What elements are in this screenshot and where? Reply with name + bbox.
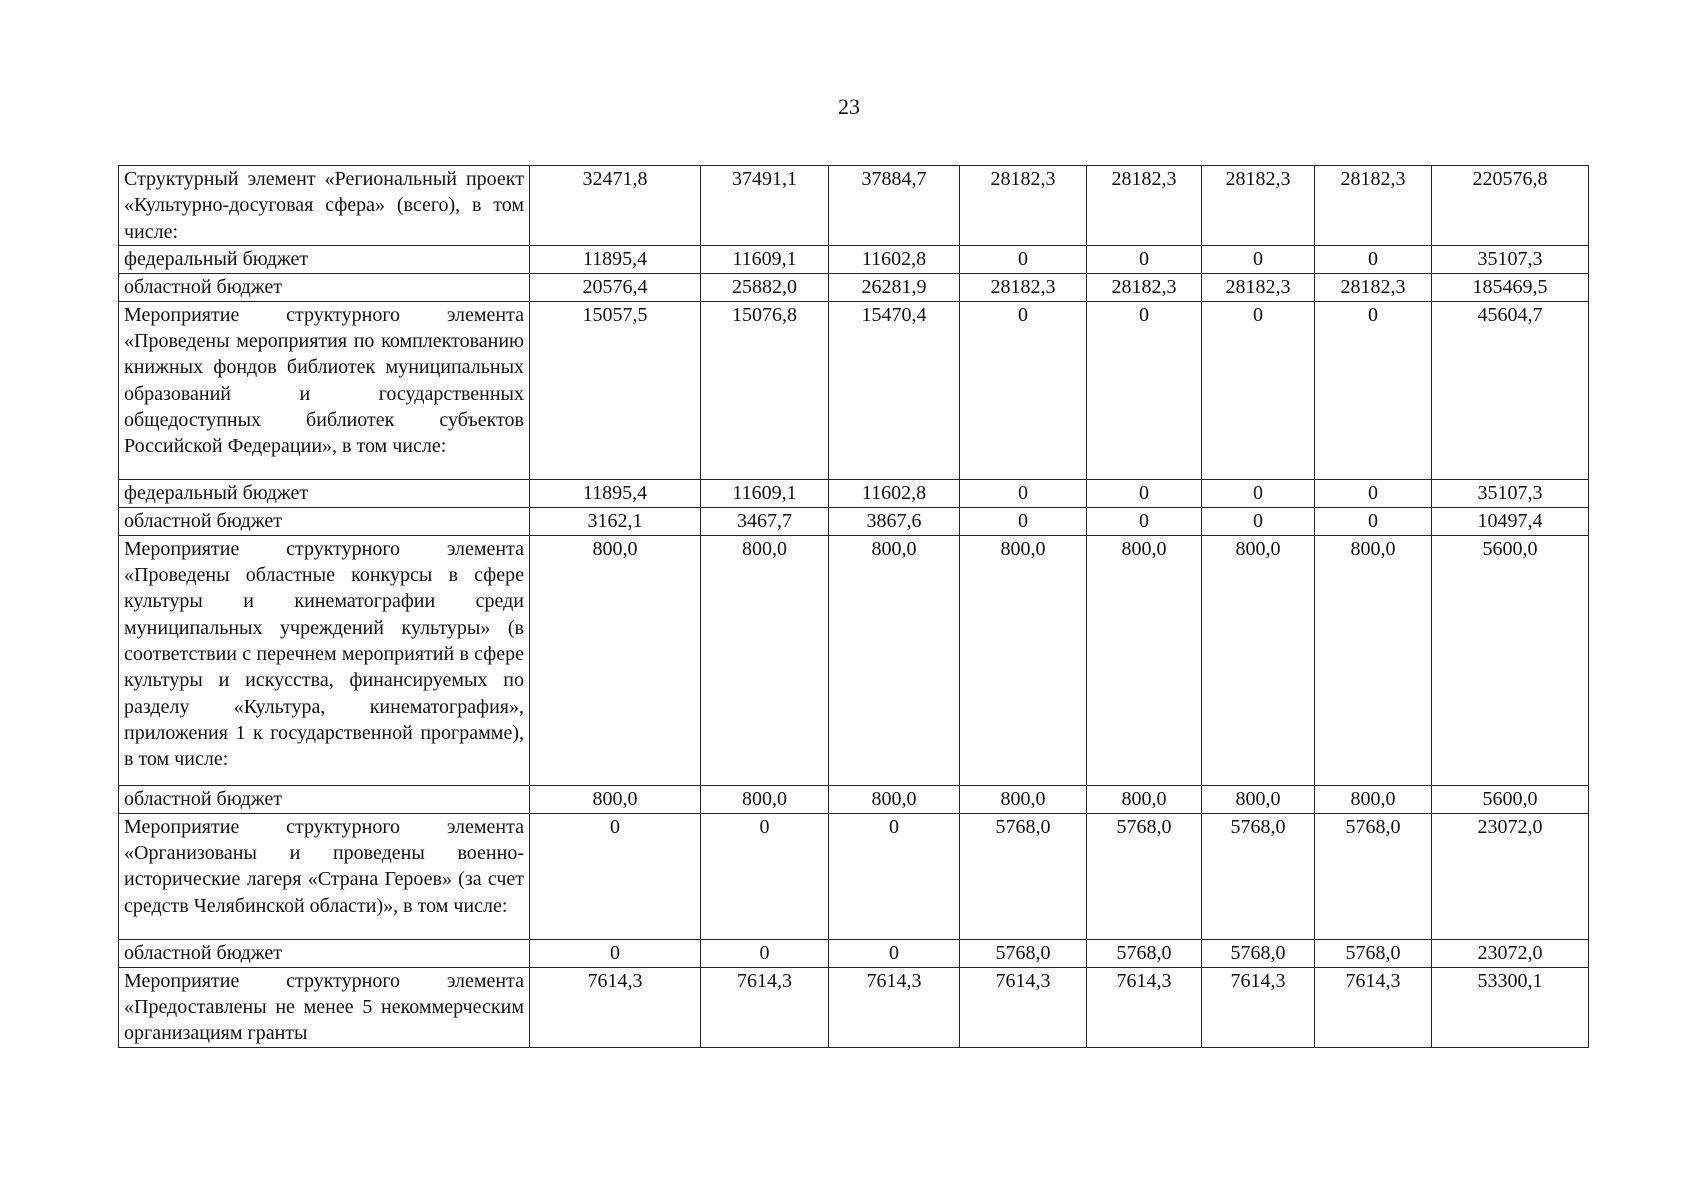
value-cell: 15057,5 [530,301,701,479]
value-cell: 15470,4 [829,301,960,479]
row-label-cell: Мероприятие структурного элемента «Проведены мероприятия по комплектованию книжных фондов библиотек муниципальных образований и государственных общедоступных библиотек субъектов Российской Федерации», в том числе: [119,301,530,479]
value-cell: 0 [829,939,960,967]
value-cell: 800,0 [1315,535,1432,785]
value-cell: 0 [1315,245,1432,273]
value-cell: 5768,0 [1087,939,1202,967]
budget-table [118,165,1589,1048]
value-cell: 800,0 [1315,785,1432,813]
value-cell: 800,0 [960,785,1087,813]
value-cell: 7614,3 [701,967,829,1047]
value-cell: 7614,3 [1087,967,1202,1047]
value-cell: 28182,3 [960,273,1087,301]
value-cell: 35107,3 [1432,245,1589,273]
value-cell: 800,0 [960,535,1087,785]
row-label-cell: Мероприятие структурного элемента «Проведены областные конкурсы в сфере культуры и кинематографии среди муниципальных учреждений культуры» (в соответствии с перечнем мероприятий в сфере культуры и искусства, финансируемых по разделу «Культура, кинематография», приложения 1 к государственной программе), в том числе: [119,535,530,785]
value-cell: 800,0 [530,785,701,813]
value-cell: 53300,1 [1432,967,1589,1047]
value-cell: 0 [829,813,960,939]
value-cell: 10497,4 [1432,507,1589,535]
value-cell: 7614,3 [960,967,1087,1047]
value-cell: 20576,4 [530,273,701,301]
value-cell: 28182,3 [1087,166,1202,246]
value-cell: 7614,3 [530,967,701,1047]
value-cell: 0 [960,479,1087,507]
value-cell: 5768,0 [1315,813,1432,939]
value-cell: 800,0 [1087,785,1202,813]
value-cell: 5768,0 [1087,813,1202,939]
value-cell: 5768,0 [1202,813,1315,939]
row-label-cell: Мероприятие структурного элемента «Организованы и проведены военно-исторические лагеря «Страна Героев» (за счет средств Челябинской области)», в том числе: [119,813,530,939]
value-cell: 5600,0 [1432,785,1589,813]
value-cell: 37884,7 [829,166,960,246]
value-cell: 35107,3 [1432,479,1589,507]
value-cell: 28182,3 [1087,273,1202,301]
value-cell: 7614,3 [1202,967,1315,1047]
value-cell: 0 [1087,479,1202,507]
value-cell: 3867,6 [829,507,960,535]
value-cell: 11609,1 [701,245,829,273]
row-label-cell: федеральный бюджет [119,245,530,273]
value-cell: 11895,4 [530,479,701,507]
value-cell: 5768,0 [1315,939,1432,967]
value-cell: 0 [701,813,829,939]
table-row [119,813,1589,939]
value-cell: 0 [1315,507,1432,535]
value-cell: 5768,0 [960,813,1087,939]
table-row [119,785,1589,813]
value-cell: 26281,9 [829,273,960,301]
value-cell: 28182,3 [1202,273,1315,301]
row-label-cell: областной бюджет [119,507,530,535]
value-cell: 11602,8 [829,479,960,507]
value-cell: 37491,1 [701,166,829,246]
value-cell: 0 [1202,301,1315,479]
value-cell: 28182,3 [1315,166,1432,246]
value-cell: 185469,5 [1432,273,1589,301]
value-cell: 0 [1202,507,1315,535]
value-cell: 0 [1315,479,1432,507]
page-number: 23 [838,94,860,119]
value-cell: 0 [1087,301,1202,479]
value-cell: 0 [1202,245,1315,273]
table-row [119,166,1589,246]
table-row [119,939,1589,967]
row-label-cell: Мероприятие структурного элемента «Предоставлены не менее 5 некоммерческим организациям гранты [119,967,530,1047]
row-label-cell: Структурный элемент «Региональный проект «Культурно-досуговая сфера» (всего), в том числе: [119,166,530,246]
row-label-cell: областной бюджет [119,939,530,967]
value-cell: 5768,0 [960,939,1087,967]
value-cell: 0 [960,301,1087,479]
value-cell: 800,0 [701,535,829,785]
value-cell: 23072,0 [1432,813,1589,939]
value-cell: 0 [960,507,1087,535]
value-cell: 28182,3 [1315,273,1432,301]
value-cell: 11609,1 [701,479,829,507]
table-body [119,166,1589,1048]
value-cell: 0 [1087,507,1202,535]
value-cell: 800,0 [701,785,829,813]
value-cell: 5600,0 [1432,535,1589,785]
value-cell: 11895,4 [530,245,701,273]
row-label-cell: областной бюджет [119,273,530,301]
table-row [119,245,1589,273]
value-cell: 0 [1087,245,1202,273]
value-cell: 3467,7 [701,507,829,535]
value-cell: 800,0 [829,785,960,813]
table-row [119,535,1589,785]
table-row [119,507,1589,535]
value-cell: 800,0 [1202,785,1315,813]
value-cell: 28182,3 [960,166,1087,246]
table-row [119,301,1589,479]
table-row [119,479,1589,507]
row-label-cell: федеральный бюджет [119,479,530,507]
value-cell: 28182,3 [1202,166,1315,246]
value-cell: 45604,7 [1432,301,1589,479]
value-cell: 800,0 [829,535,960,785]
row-label-cell: областной бюджет [119,785,530,813]
value-cell: 7614,3 [829,967,960,1047]
table-row [119,967,1589,1047]
value-cell: 0 [1202,479,1315,507]
value-cell: 7614,3 [1315,967,1432,1047]
value-cell: 0 [530,813,701,939]
value-cell: 5768,0 [1202,939,1315,967]
value-cell: 23072,0 [1432,939,1589,967]
value-cell: 11602,8 [829,245,960,273]
value-cell: 800,0 [1087,535,1202,785]
value-cell: 15076,8 [701,301,829,479]
table-row [119,273,1589,301]
value-cell: 25882,0 [701,273,829,301]
value-cell: 800,0 [530,535,701,785]
value-cell: 800,0 [1202,535,1315,785]
value-cell: 0 [530,939,701,967]
value-cell: 0 [1315,301,1432,479]
value-cell: 32471,8 [530,166,701,246]
value-cell: 0 [701,939,829,967]
value-cell: 3162,1 [530,507,701,535]
value-cell: 0 [960,245,1087,273]
value-cell: 220576,8 [1432,166,1589,246]
